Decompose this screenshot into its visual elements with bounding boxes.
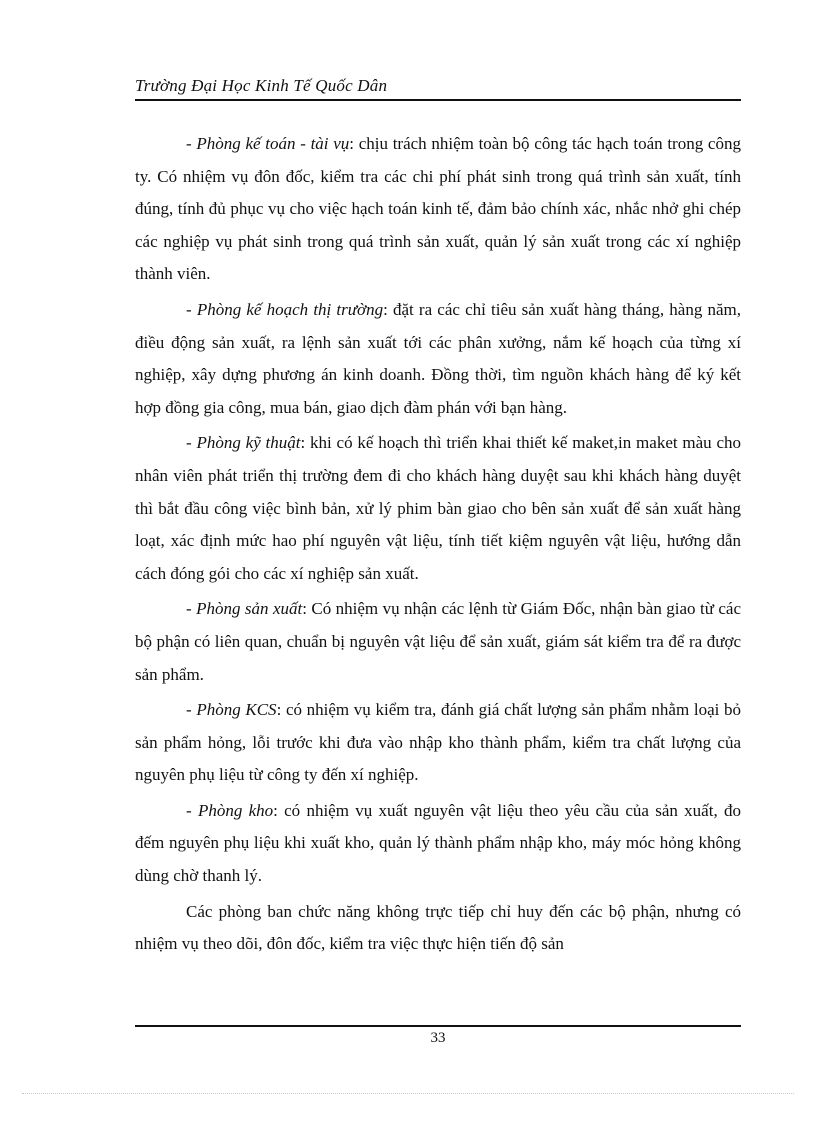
header-divider [135,99,741,101]
document-body [135,128,741,964]
bullet-dash: - [186,700,197,720]
bullet-dash: - [186,599,197,619]
paragraph-text: : đặt ra các chỉ tiêu sản xuất hàng tháng, hàng năm, điều động sản xuất, ra lệnh sản xuất tới các phân xưởng, nắm kế hoạch của từng xí nghiệp, xây dựng phương án kinh doanh. Đồng thời, tìm nguồn khách hàng để ký kết hợp đồng gia công, mua bán, giao dịch đàm phán với bạn hàng. [135,299,741,417]
bullet-dash: - [186,800,198,820]
paragraph-warehouse [135,795,741,893]
bullet-dash: - [186,134,197,153]
paragraph-planning [135,294,741,424]
department-name: Phòng kho [197,800,274,820]
department-name: Phòng kế hoạch thị trường [196,299,384,319]
paragraph-technical [135,427,741,590]
paragraph-text: : khi có kế hoạch thì triển khai thiết kế maket,in maket màu cho nhân viên phát triển thị trường đem đi cho khách hàng duyệt sau khi khách hàng duyệt thì bắt đầu công việc bình bản, xử lý phim bàn giao cho bên sản xuất để sản xuất hàng loạt, xác định mức hao phí nguyên vật liệu, tính tiết kiệm nguyên vật liệu, hướng dẫn cách đóng gói cho các xí nghiệp sản xuất. [135,433,742,583]
paragraph-production [135,593,741,691]
paragraph-text: : Có nhiệm vụ nhận các lệnh từ Giám Đốc, nhận bàn giao từ các bộ phận có liên quan, chuẩn bị nguyên vật liệu để sản xuất, giám sát kiểm tra để ra được sản phẩm. [135,599,741,684]
department-name: Phòng KCS [196,700,277,720]
paragraph-text: : có nhiệm vụ kiểm tra, đánh giá chất lượng sản phẩm nhằm loại bỏ sản phẩm hỏng, lỗi trước khi đưa vào nhập kho thành phẩm, kiểm tra chất lượng của nguyên phụ liệu từ công ty đến xí nghiệp. [135,700,741,785]
paragraph-closing: Các phòng ban chức năng không trực tiếp chỉ huy đến các bộ phận, nhưng có nhiệm vụ theo dõi, đôn đốc, kiểm tra việc thực hiện tiến độ sản [135,901,741,954]
paragraph-text: : chịu trách nhiệm toàn bộ công tác hạch toán trong công ty. Có nhiệm vụ đôn đốc, kiểm tra các chi phí phát sinh trong quá trình sản xuất, tính đúng, tính đủ phục vụ cho việc hạch toán kinh tế, đảm bảo chính xác, nhắc nhở ghi chép các nghiệp vụ phát sinh trong quá trình sản xuất, quản lý sản xuất trong các xí nghiệp thành viên. [135,134,741,284]
department-name: Phòng sản xuất [196,599,303,619]
page-header-title: Trường Đại Học Kinh Tế Quốc Dân [135,76,388,95]
bullet-dash: - [186,299,197,319]
department-name: Phòng kỹ thuật [196,433,301,453]
bullet-dash: - [186,433,197,453]
paragraph-kcs [135,694,741,792]
footer-divider [135,1025,741,1027]
page-number: 33 [430,1030,446,1046]
department-name: Phòng kế toán - tài vụ [196,134,350,153]
page-edge-dotted-line [22,1093,794,1094]
paragraph-accounting [135,128,741,291]
paragraph-text: : có nhiệm vụ xuất nguyên vật liệu theo yêu cầu của sản xuất, đo đếm nguyên phụ liệu khi xuất kho, quản lý thành phẩm nhập kho, máy móc hỏng không dùng chờ thanh lý. [135,800,741,886]
